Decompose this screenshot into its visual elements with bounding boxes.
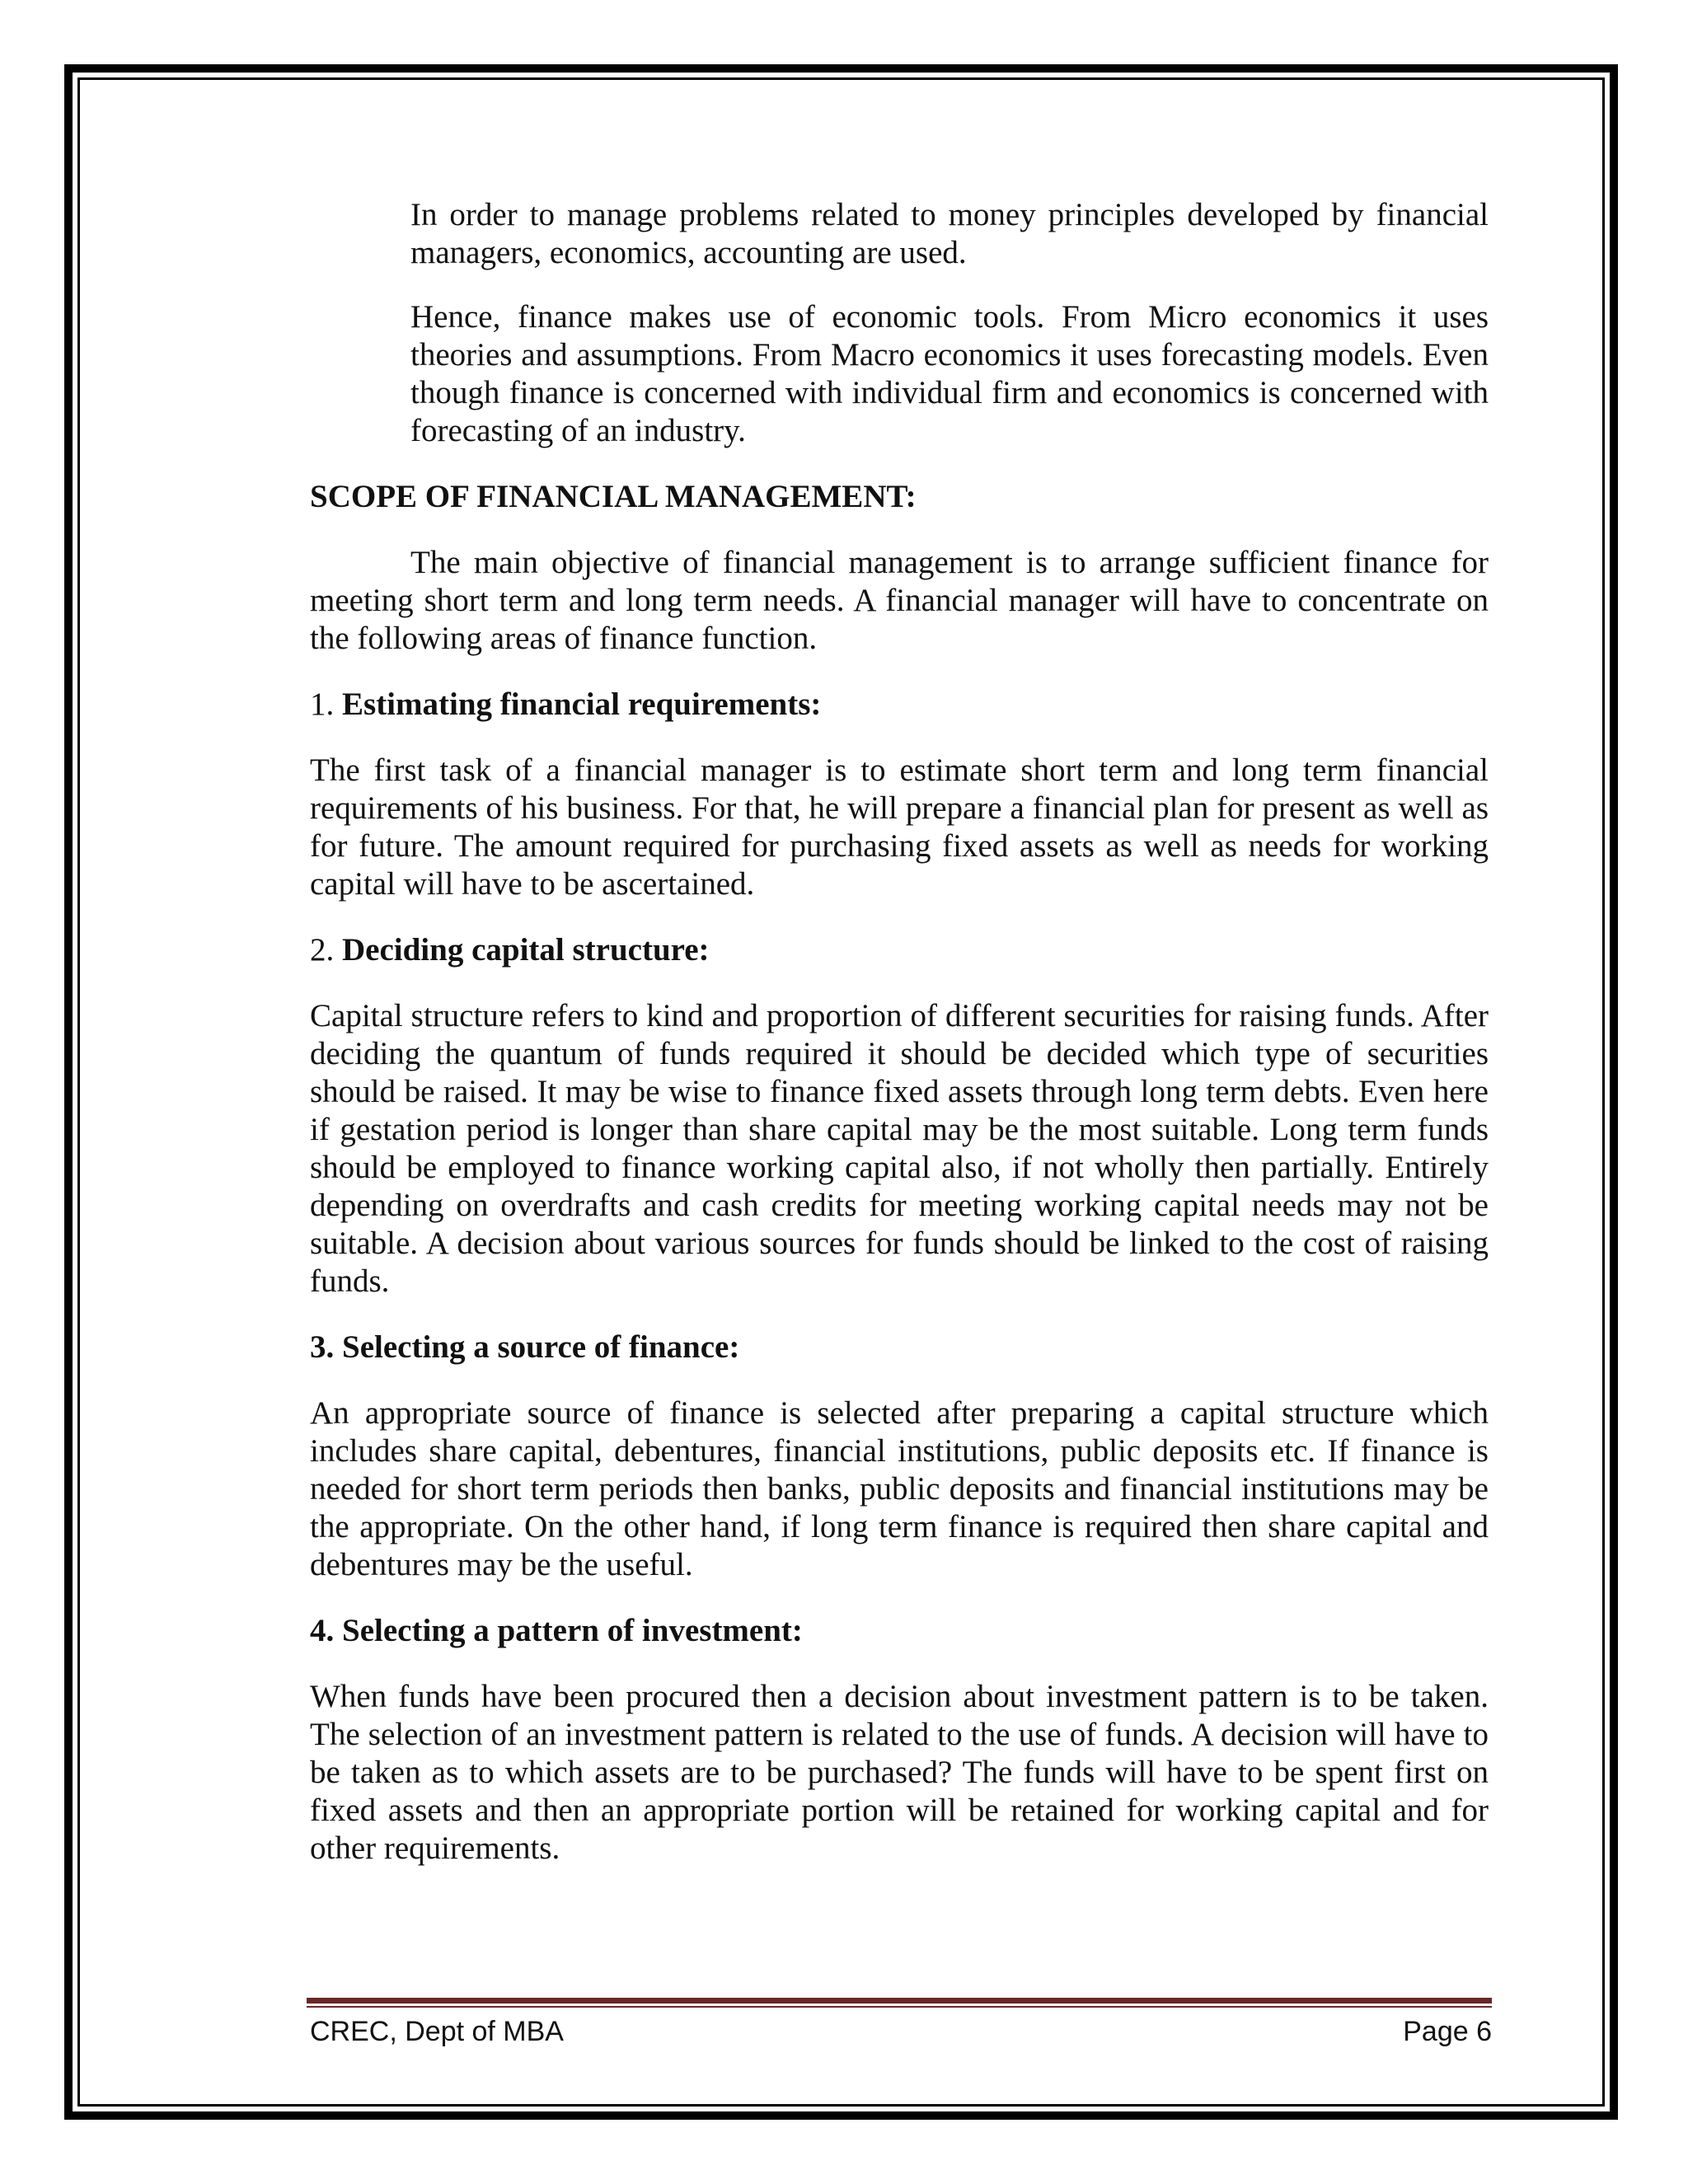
section-2-number: 2. <box>310 932 335 968</box>
document-body <box>310 196 1489 1868</box>
section-1-number: 1. <box>310 687 335 722</box>
footer-rule-thin <box>307 2006 1492 2008</box>
intro-paragraph-2: Hence, finance makes use of economic tools. From Micro economics it uses theories and assumptions. From Macro economics it uses forecasting models. Even though finance is concerned with individual firm and economics is concerned with forecasting of an industry. <box>410 299 1489 448</box>
section-4-text: When funds have been procured then a decision about investment pattern is to be taken. The selection of an investment pattern is related to the use of funds. A decision will have to be taken as to which assets are to be purchased? The funds will have to be spent first on fixed assets and then an appropriate portion will be retained for working capital and for other requirements. <box>310 1679 1489 1866</box>
section-2-text: Capital structure refers to kind and proportion of different securities for raising funds. After deciding the quantum of funds required it should be decided which type of securities should be raised. It may be wise to finance fixed assets through long term debts. Even here if gestation period is longer than share capital may be the most suitable. Long term funds should be employed to finance working capital also, if not wholly then partially. Entirely depending on overdrafts and cash credits for meeting working capital needs may not be suitable. A decision about various sources for funds should be linked to the cost of raising funds. <box>310 998 1489 1299</box>
section-4-number: 4. <box>310 1613 335 1648</box>
section-4-title: Selecting a pattern of investment: <box>342 1613 803 1648</box>
footer-page-number: Page 6 <box>1403 2016 1492 2047</box>
section-4-heading <box>310 1612 1489 1650</box>
section-3-title: Selecting a source of finance: <box>342 1329 740 1365</box>
section-1-title: Estimating financial requirements: <box>342 687 822 722</box>
scope-paragraph: The main objective of financial management is to arrange sufficient finance for meeting short term and long term needs. A financial manager will have to concentrate on the following areas of finance function. <box>310 545 1489 656</box>
section-2-heading <box>310 931 1489 969</box>
intro-paragraph-1: In order to manage problems related to money principles developed by financial managers, economics, accounting are used. <box>410 197 1489 270</box>
scope-heading: SCOPE OF FINANCIAL MANAGEMENT: <box>310 479 917 514</box>
footer-rule <box>307 1998 1492 2004</box>
section-3-text: An appropriate source of finance is selected after preparing a capital structure which includes share capital, debentures, financial institutions, public deposits etc. If finance is needed for short term periods then banks, public deposits and financial institutions may be the appropriate. On the other hand, if long term finance is required then share capital and debentures may be the useful. <box>310 1395 1489 1582</box>
section-2-title: Deciding capital structure: <box>342 932 710 968</box>
section-1-text: The first task of a financial manager is to estimate short term and long term financial requirements of his business. For that, he will prepare a financial plan for present as well as for future. The amount required for purchasing fixed assets as well as needs for working capital will have to be ascertained. <box>310 752 1489 902</box>
section-3-heading <box>310 1329 1489 1366</box>
section-1-heading <box>310 686 1489 724</box>
footer-department: CREC, Dept of MBA <box>310 2016 564 2047</box>
section-3-number: 3. <box>310 1329 335 1365</box>
